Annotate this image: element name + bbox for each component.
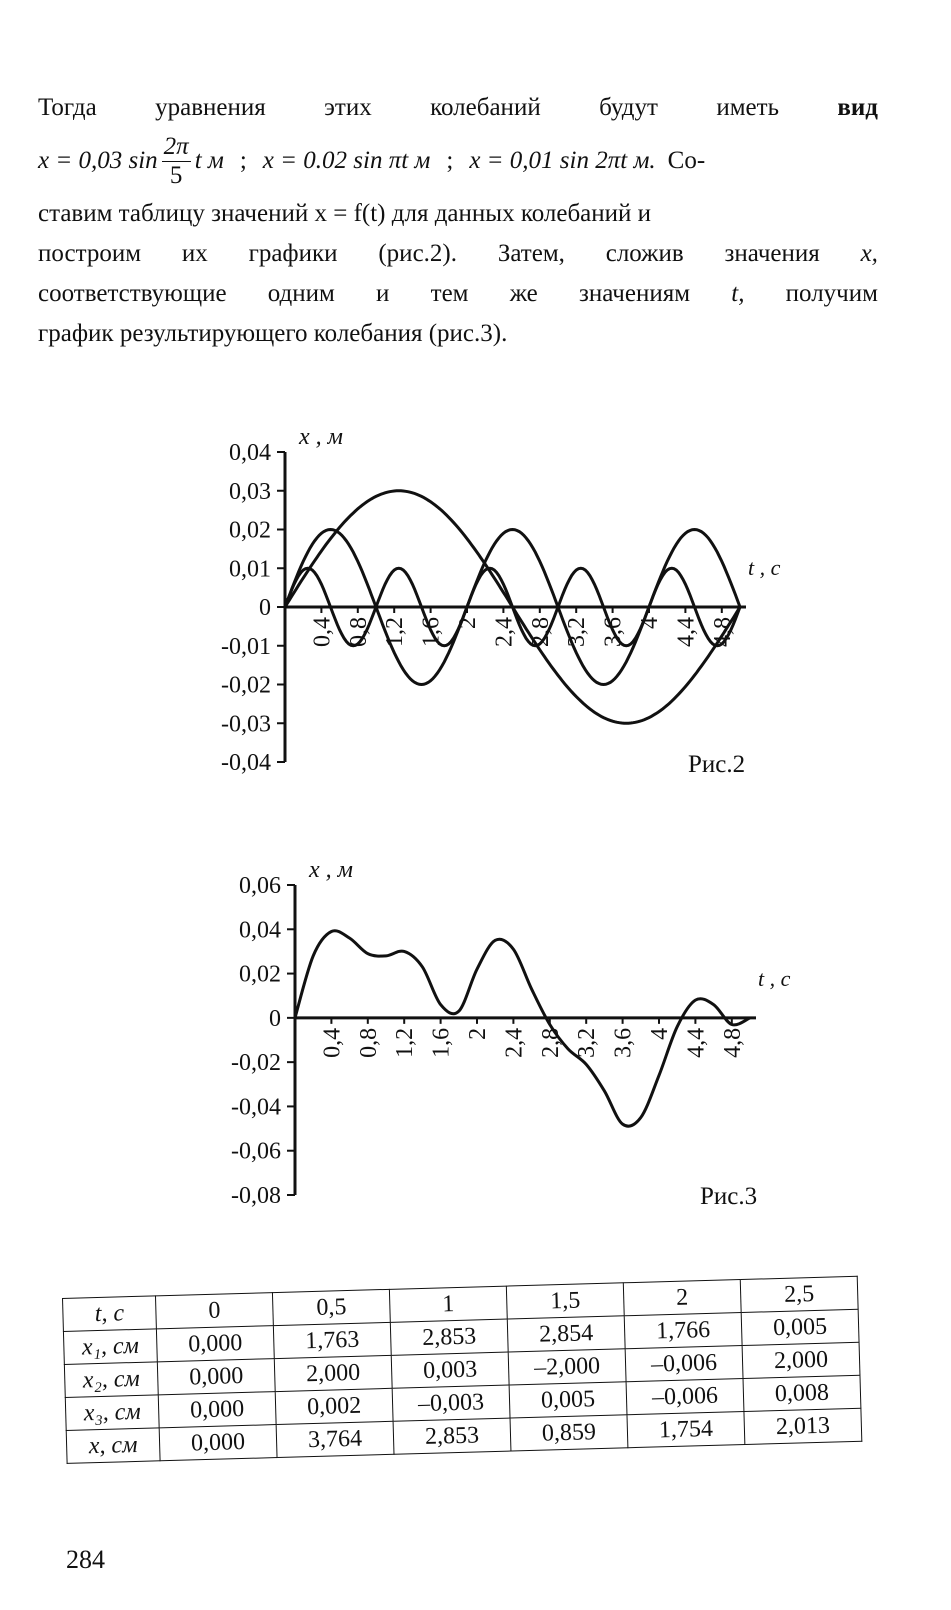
y-tick-label: -0,03	[221, 711, 271, 738]
y-tick-label: 0	[259, 595, 271, 621]
y-tick-label: 0,02	[239, 961, 281, 988]
y-axis-label: x , м	[309, 857, 353, 883]
separator: ;	[446, 147, 454, 174]
equation-1-rhs: t м	[194, 147, 224, 174]
table-cell: 0,859	[510, 1415, 628, 1451]
table-cell: 0,003	[391, 1352, 509, 1388]
x-tick-label: 2,8	[537, 1027, 564, 1058]
table-header-cell: 2,5	[740, 1276, 858, 1312]
table-header-cell: 1,5	[506, 1283, 624, 1319]
word: Со-	[667, 147, 706, 174]
table-cell: 1,754	[627, 1412, 745, 1448]
table-cell: 1,766	[624, 1313, 742, 1349]
x-tick-label: 1,6	[418, 617, 445, 647]
separator: ;	[239, 147, 247, 174]
y-tick-label: -0,01	[221, 633, 271, 660]
table-row-header: x₁, см	[63, 1329, 157, 1365]
x-axis-label: t , с	[748, 555, 781, 580]
y-tick-label: 0,06	[239, 873, 281, 899]
y-tick-label: 0,03	[229, 478, 271, 505]
y-tick-label: 0,04	[229, 440, 271, 466]
word: колебаний	[430, 94, 541, 121]
x-tick-label: 4,8	[709, 617, 736, 647]
table-header-cell: 0,5	[272, 1289, 390, 1325]
word: одним	[267, 280, 335, 307]
table-header-cell: 2	[623, 1280, 741, 1316]
word: же	[509, 280, 538, 307]
word: графики	[248, 240, 338, 267]
table-row-header: x₂, см	[64, 1362, 158, 1398]
word: их	[181, 240, 208, 267]
word: значения	[724, 240, 820, 267]
word: получим	[785, 280, 878, 307]
table-cell: 2,853	[393, 1418, 511, 1454]
table-cell: 2,000	[274, 1355, 392, 1391]
x-tick-label: 3,6	[610, 1027, 637, 1058]
x-tick-label: 4,4	[683, 1027, 710, 1058]
y-tick-label: 0,01	[229, 556, 271, 583]
table-cell: 2,853	[390, 1319, 508, 1355]
y-tick-label: -0,08	[231, 1183, 281, 1209]
table-cell: –2,000	[508, 1349, 626, 1385]
x-tick-label: 0,4	[319, 1027, 346, 1058]
word: (рис.2).	[378, 240, 457, 267]
equation-3: x = 0,01 sin 2πt м.	[469, 147, 656, 174]
y-tick-label: -0,06	[231, 1138, 281, 1165]
word: тем	[430, 280, 469, 307]
equation-2: x = 0.02 sin πt м	[262, 147, 431, 174]
x-tick-label: 0,4	[309, 617, 336, 647]
table-cell: 0,005	[741, 1309, 859, 1345]
x-tick-label: 2	[455, 617, 481, 629]
y-tick-label: 0,02	[229, 517, 271, 544]
x-tick-label: 4,8	[719, 1027, 746, 1058]
table-row-header: t, с	[63, 1296, 157, 1332]
x-tick-label: 2,4	[491, 617, 518, 647]
table-cell: 0,005	[509, 1382, 627, 1418]
table-cell: –0,006	[625, 1346, 743, 1382]
word: вид	[837, 94, 878, 121]
equation-1-lhs: x = 0,03 sin	[38, 147, 158, 174]
y-tick-label: -0,04	[221, 750, 271, 776]
page-number: 284	[66, 1545, 105, 1574]
word: значениям	[578, 280, 691, 307]
word: соответствующие	[38, 280, 227, 307]
table-cell: 2,013	[744, 1408, 862, 1444]
word: Тогда	[38, 94, 97, 121]
table-cell: 0,000	[159, 1425, 277, 1461]
y-tick-label: 0,04	[239, 917, 281, 944]
fraction-numerator: 2π	[163, 132, 189, 160]
table-cell: 1,763	[273, 1322, 391, 1358]
word: будут	[599, 94, 658, 121]
y-tick-label: -0,04	[231, 1094, 281, 1121]
word: сложив	[605, 240, 684, 267]
x-tick-label: 2	[465, 1027, 491, 1040]
x-tick-label: 0,8	[345, 617, 372, 647]
word: построим	[38, 240, 142, 267]
table-cell: 0,000	[157, 1359, 275, 1395]
table-header-cell: 1	[389, 1286, 507, 1322]
x-tick-label: 1,2	[382, 617, 409, 647]
table-cell: 0,000	[156, 1326, 274, 1362]
x-tick-label: 1,6	[428, 1027, 455, 1058]
table-header-cell: 0	[155, 1293, 273, 1329]
y-tick-label: -0,02	[231, 1050, 281, 1077]
table-cell: 0,008	[743, 1375, 861, 1411]
word: x,	[860, 240, 878, 267]
table-cell: 2,854	[507, 1316, 625, 1352]
table-row-header: x, см	[66, 1428, 160, 1464]
text: график результирующего колебания (рис.3).	[38, 320, 508, 347]
table-cell: 2,000	[742, 1342, 860, 1378]
y-tick-label: -0,02	[221, 672, 271, 699]
x-tick-label: 3,2	[564, 617, 591, 647]
x-tick-label: 4	[637, 617, 663, 629]
x-axis-label: t , с	[758, 965, 791, 991]
word: иметь	[716, 94, 779, 121]
x-tick-label: 2,8	[527, 617, 554, 647]
text: ставим таблицу значений x = f(t) для данных колебаний и	[38, 200, 652, 227]
x-tick-label: 0,8	[355, 1027, 382, 1058]
x-tick-label: 4	[647, 1027, 673, 1040]
fraction-denominator: 5	[169, 161, 183, 189]
word: Затем,	[497, 240, 565, 267]
values-table	[62, 1276, 862, 1464]
x-tick-label: 3,6	[600, 617, 627, 647]
word: t,	[731, 280, 745, 307]
table-cell: –0,003	[392, 1385, 510, 1421]
table-cell: 0,002	[275, 1388, 393, 1424]
x-tick-label: 2,4	[501, 1027, 528, 1058]
x-tick-label: 1,2	[392, 1027, 419, 1058]
word: и	[376, 280, 390, 307]
x-tick-label: 3,2	[574, 1027, 601, 1058]
table-cell: 0,000	[158, 1392, 276, 1428]
table-row-header: x₃, см	[65, 1395, 159, 1431]
word: этих	[324, 94, 372, 121]
table-cell: –0,006	[626, 1379, 744, 1415]
y-tick-label: 0	[269, 1005, 281, 1032]
figure-caption: Рис.2	[688, 751, 746, 778]
x-tick-label: 4,4	[673, 617, 700, 647]
y-axis-label: x , м	[299, 424, 343, 450]
table-cell: 3,764	[276, 1421, 394, 1457]
figure-caption: Рис.3	[700, 1183, 758, 1210]
word: уравнения	[155, 94, 266, 121]
